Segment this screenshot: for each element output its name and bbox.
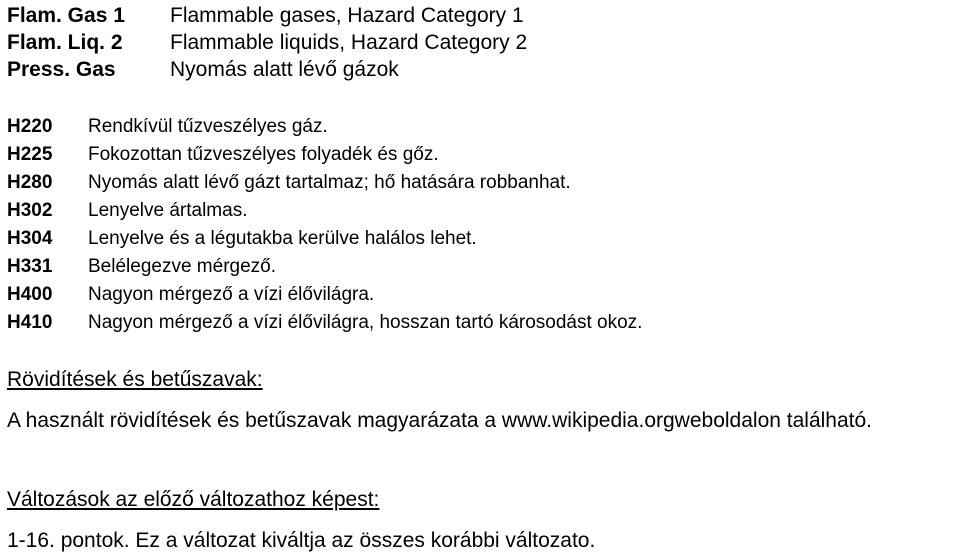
h-statement-text: Nyomás alatt lévő gázt tartalmaz; hő hatására robbanhat. [88,172,571,193]
h-statement-text: Rendkívül tűzveszélyes gáz. [88,116,328,137]
h-statement-text: Lenyelve ártalmas. [88,200,248,221]
hazard-class-row [7,2,527,29]
h-statement-row [7,309,642,337]
hazard-class-description: Flammable liquids, Hazard Category 2 [170,31,528,54]
h-statement-code: H220 [7,116,53,137]
h-statement-row [7,113,642,141]
hazard-class-code: Press. Gas [7,58,116,81]
changes-text: 1-16. pontok. Ez a változat kiváltja az összes korábbi változato. [7,529,596,552]
h-statement-code: H225 [7,144,53,165]
hazard-class-row [7,56,527,83]
h-statement-list [7,113,642,337]
hazard-class-description: Nyomás alatt lévő gázok [170,58,399,81]
h-statement-row [7,225,642,253]
hazard-class-code: Flam. Liq. 2 [7,31,123,54]
h-statement-text: Nagyon mérgező a vízi élővilágra, hosszan tartó károsodást okoz. [88,312,643,333]
abbreviations-text: A használt rövidítések és betűszavak magyarázata a www.wikipedia.orgweboldalon található. [7,409,872,432]
h-statement-code: H410 [7,312,53,333]
h-statement-row [7,197,642,225]
hazard-class-code: Flam. Gas 1 [7,4,125,27]
h-statement-text: Fokozottan tűzveszélyes folyadék és gőz. [88,144,439,165]
h-statement-text: Lenyelve és a légutakba kerülve halálos lehet. [88,228,477,249]
hazard-class-description: Flammable gases, Hazard Category 1 [170,4,524,27]
h-statement-code: H331 [7,256,53,277]
h-statement-code: H304 [7,228,53,249]
changes-heading: Változások az előző változathoz képest: [7,488,380,511]
h-statement-row [7,281,642,309]
hazard-class-row [7,29,527,56]
h-statement-code: H302 [7,200,53,221]
h-statement-code: H400 [7,284,53,305]
h-statement-text: Belélegezve mérgező. [88,256,276,277]
hazard-class-list [7,2,527,83]
h-statement-text: Nagyon mérgező a vízi élővilágra. [88,284,375,305]
h-statement-row [7,253,642,281]
h-statement-code: H280 [7,172,53,193]
h-statement-row [7,169,642,197]
h-statement-row [7,141,642,169]
abbreviations-heading: Rövidítések és betűszavak: [7,368,263,391]
